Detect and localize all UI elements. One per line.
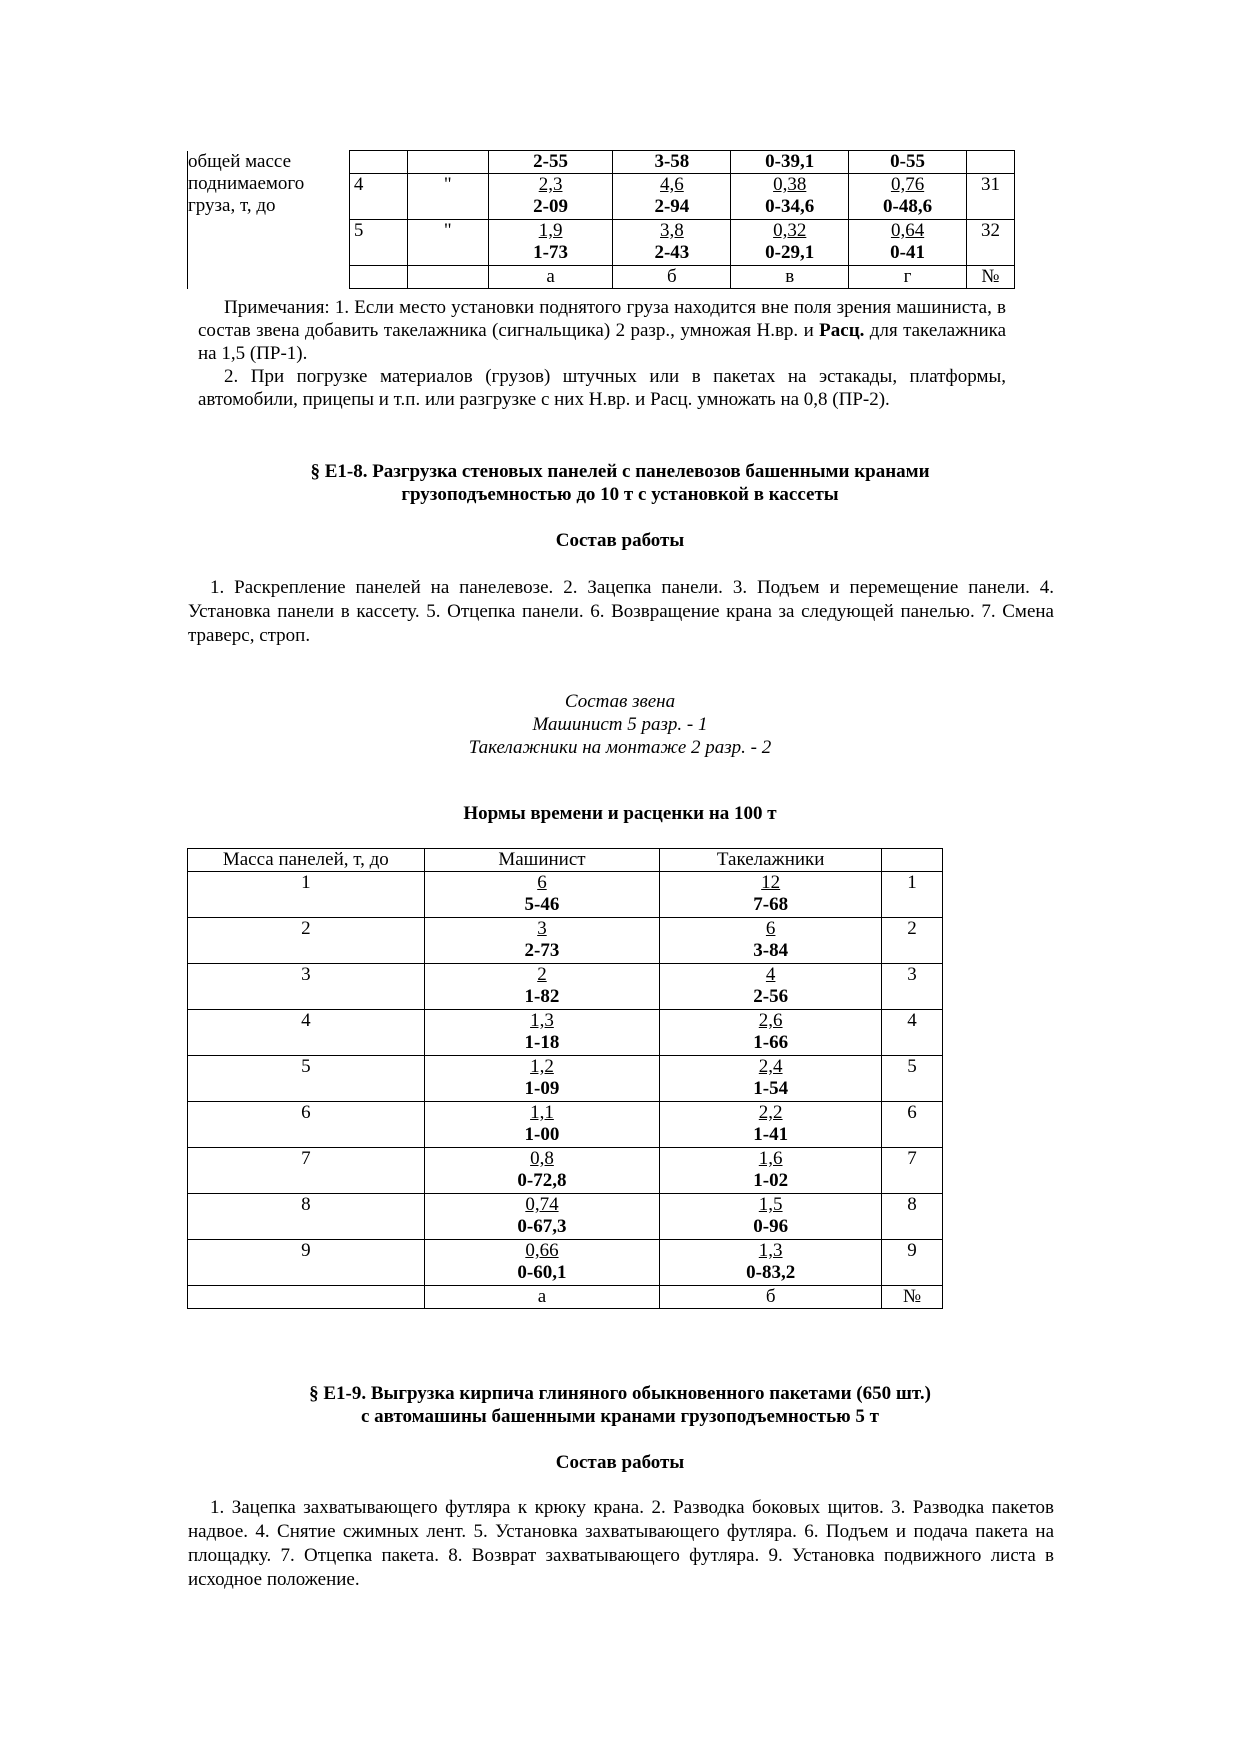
cell-number: 1 bbox=[907, 872, 917, 893]
header-cell: Машинист bbox=[424, 849, 660, 872]
notes bbox=[198, 296, 1006, 411]
cell: 5 bbox=[349, 220, 407, 266]
mass-cell: 6 bbox=[301, 1102, 311, 1123]
cell-norm: 4,6 bbox=[660, 174, 684, 195]
cell-norm: 1,3 bbox=[530, 1010, 554, 1031]
section-title-line: § Е1-9. Выгрузка кирпича глиняного обыкновенного пакетами (650 шт.) bbox=[309, 1383, 931, 1404]
note-1-bold: Расц. bbox=[819, 320, 865, 341]
table-row bbox=[188, 1148, 943, 1194]
mass-cell: 8 bbox=[301, 1194, 311, 1215]
mass-cell: 3 bbox=[301, 964, 311, 985]
cell-rate: 0-67,3 bbox=[517, 1216, 567, 1237]
cell-rate: 1-18 bbox=[524, 1032, 560, 1053]
cell-norm: 0,32 bbox=[773, 220, 807, 241]
note-1-text-end: для такелажника на 1,5 (ПР-1). bbox=[198, 320, 1007, 364]
table-row bbox=[188, 1194, 943, 1240]
cell-rate: 2-09 bbox=[533, 196, 568, 217]
cell-rate: 0-55 bbox=[849, 151, 967, 174]
work-heading: Состав работы bbox=[555, 1452, 685, 1473]
cell-rate: 2-55 bbox=[488, 151, 613, 174]
footer-cell: № bbox=[882, 1286, 943, 1309]
cell-number: 5 bbox=[907, 1056, 917, 1077]
table-row bbox=[188, 1010, 943, 1056]
cell-rate: 0-34,6 bbox=[765, 196, 815, 217]
cell-norm: 3 bbox=[537, 918, 547, 939]
section-title-line: грузоподъемностью до 10 т с установкой в кассеты bbox=[401, 484, 839, 505]
cell-number: 32 bbox=[966, 220, 1014, 266]
left-label-line: груза, т, до bbox=[188, 194, 276, 216]
cell-rate: 2-73 bbox=[524, 940, 560, 961]
footer-cell bbox=[188, 1286, 425, 1309]
table-footer-row bbox=[188, 1286, 943, 1309]
cell: 4 bbox=[349, 174, 407, 220]
footer-cell: № bbox=[966, 266, 1014, 289]
norms-heading: Нормы времени и расценки на 100 т bbox=[463, 803, 777, 824]
section-title-line: с автомашины башенными кранами грузоподъемностью 5 т bbox=[360, 1406, 879, 1427]
header-cell: Такелажники bbox=[660, 849, 882, 872]
footer-cell: г bbox=[849, 266, 967, 289]
table-header-row bbox=[188, 849, 943, 872]
cell-rate: 0-29,1 bbox=[765, 242, 815, 263]
cell-number: 7 bbox=[907, 1148, 917, 1169]
mass-cell: 2 bbox=[301, 918, 311, 939]
cell-rate: 1-54 bbox=[753, 1078, 789, 1099]
work-text: 1. Зацепка захватывающего футляра к крюку крана. 2. Разводка боковых щитов. 3. Разводка пакетов надвое. 4. Снятие сжимных лент. 5. Установка захватывающего футляра. 6. Подъем и подача пакета на площадку. 7. Отцепка пакета. 8. Возврат захватывающего футляра. 9. Установка подвижного листа в исходное положение. bbox=[188, 1497, 1054, 1590]
table-row bbox=[188, 151, 1015, 174]
note-1 bbox=[198, 296, 1006, 365]
cell-number bbox=[966, 151, 1014, 174]
cell-rate: 0-41 bbox=[890, 242, 925, 263]
crew-line: Машинист 5 разр. - 1 bbox=[532, 714, 708, 735]
cell-rate: 1-09 bbox=[524, 1078, 560, 1099]
cell-norm: 2,2 bbox=[758, 1102, 783, 1123]
cell-norm: 1,9 bbox=[538, 220, 563, 241]
mass-cell: 4 bbox=[301, 1010, 311, 1031]
cell bbox=[407, 151, 488, 174]
cell-rate: 1-41 bbox=[753, 1124, 789, 1145]
cell-rate: 3-58 bbox=[613, 151, 731, 174]
cell-norm: 6 bbox=[765, 918, 776, 939]
cell-rate: 0-83,2 bbox=[746, 1262, 796, 1283]
cell-norm: 0,74 bbox=[525, 1194, 559, 1215]
cell-number: 6 bbox=[907, 1102, 917, 1123]
cell-norm: 2,6 bbox=[758, 1010, 783, 1031]
note-1-text: Примечания: 1. Если место установки поднятого груза находится вне поля зрения машиниста, в состав звена добавить такелажника (сигнальщика) 2 разр., умножая Н.вр. и bbox=[198, 297, 1006, 341]
cell-norm: 0,66 bbox=[525, 1240, 559, 1261]
cell-number: 31 bbox=[966, 174, 1014, 220]
cell-rate: 2-94 bbox=[654, 196, 690, 217]
cell-rate: 5-46 bbox=[524, 894, 560, 915]
crew-block bbox=[187, 690, 1053, 759]
footer-cell: в bbox=[731, 266, 849, 289]
cell-rate: 1-73 bbox=[533, 242, 568, 263]
header-cell: Масса панелей, т, до bbox=[188, 849, 425, 872]
cell-rate: 0-96 bbox=[753, 1216, 789, 1237]
cell-rate: 1-02 bbox=[753, 1170, 789, 1191]
section-title bbox=[187, 460, 1053, 506]
cell-norm: 0,38 bbox=[773, 174, 807, 195]
cell-rate: 1-82 bbox=[524, 986, 560, 1007]
footer-cell: а bbox=[488, 266, 613, 289]
table-row bbox=[188, 964, 943, 1010]
cell-rate: 7-68 bbox=[753, 894, 789, 915]
cell-rate: 2-56 bbox=[753, 986, 789, 1007]
footer-cell: а bbox=[424, 1286, 660, 1309]
cell-rate: 3-84 bbox=[753, 940, 789, 961]
cell-number: 8 bbox=[907, 1194, 917, 1215]
left-label-line: общей массе bbox=[188, 150, 292, 172]
footer-cell: б bbox=[613, 266, 731, 289]
cell-number: 9 bbox=[907, 1240, 917, 1261]
cell-rate: 0-39,1 bbox=[731, 151, 849, 174]
panels-norms-table bbox=[187, 848, 943, 1309]
mass-cell: 1 bbox=[301, 872, 311, 893]
table-row bbox=[188, 1240, 943, 1286]
crew-line: Такелажники на монтаже 2 разр. - 2 bbox=[468, 737, 772, 758]
cell-number: 4 bbox=[907, 1010, 917, 1031]
mass-cell: 7 bbox=[301, 1148, 311, 1169]
header-cell bbox=[882, 849, 943, 872]
mass-cell: 5 bbox=[301, 1056, 311, 1077]
section-title-line: § Е1-8. Разгрузка стеновых панелей с панелевозов башенными кранами bbox=[310, 461, 930, 482]
cell: " bbox=[407, 220, 488, 266]
cell-norm: 1,2 bbox=[530, 1056, 554, 1077]
cell-number: 3 bbox=[907, 964, 917, 985]
cell-number: 2 bbox=[907, 918, 917, 939]
table-row bbox=[188, 872, 943, 918]
table-row bbox=[188, 918, 943, 964]
top-norms-table bbox=[187, 150, 1015, 289]
crew-heading: Состав звена bbox=[564, 691, 676, 712]
note-2: 2. При погрузке материалов (грузов) штучных или в пакетах на эстакады, платформы, автомобили, прицепы и т.п. или разгрузке с них Н.вр. и Расц. умножать на 0,8 (ПР-2). bbox=[198, 366, 1006, 410]
work-text: 1. Раскрепление панелей на панелевозе. 2. Зацепка панели. 3. Подъем и перемещение панели. 4. Установка панели в кассету. 5. Отцепка панели. 6. Возвращение крана за следующей панелью. 7. Смена траверс, строп. bbox=[188, 577, 1054, 646]
cell-norm: 2,3 bbox=[538, 174, 563, 195]
cell-norm: 2 bbox=[537, 964, 547, 985]
cell-norm: 2,4 bbox=[758, 1056, 783, 1077]
cell-rate: 2-43 bbox=[654, 242, 690, 263]
work-description bbox=[188, 576, 1054, 648]
cell-norm: 0,76 bbox=[890, 174, 925, 195]
footer-cell: б bbox=[660, 1286, 882, 1309]
cell-norm: 1,3 bbox=[758, 1240, 783, 1261]
cell-rate: 1-00 bbox=[524, 1124, 560, 1145]
work-heading: Состав работы bbox=[555, 530, 685, 551]
cell-norm: 6 bbox=[537, 872, 547, 893]
section-title bbox=[187, 1382, 1053, 1428]
cell-norm: 1,1 bbox=[530, 1102, 554, 1123]
left-label-line: поднимаемого bbox=[188, 172, 305, 194]
cell-norm: 0,64 bbox=[890, 220, 925, 241]
cell-norm: 0,8 bbox=[530, 1148, 554, 1169]
cell-norm: 4 bbox=[765, 964, 776, 985]
cell bbox=[349, 151, 407, 174]
cell-rate: 0-48,6 bbox=[883, 196, 933, 217]
table-row bbox=[188, 1056, 943, 1102]
cell-norm: 1,6 bbox=[758, 1148, 783, 1169]
cell-norm: 12 bbox=[761, 872, 781, 893]
work-description bbox=[188, 1496, 1054, 1592]
cell-rate: 0-60,1 bbox=[517, 1262, 567, 1283]
cell-norm: 1,5 bbox=[758, 1194, 783, 1215]
cell-norm: 3,8 bbox=[660, 220, 684, 241]
cell-rate: 0-72,8 bbox=[517, 1170, 567, 1191]
table-row bbox=[188, 1102, 943, 1148]
mass-cell: 9 bbox=[301, 1240, 311, 1261]
cell-rate: 1-66 bbox=[753, 1032, 789, 1053]
cell: " bbox=[407, 174, 488, 220]
